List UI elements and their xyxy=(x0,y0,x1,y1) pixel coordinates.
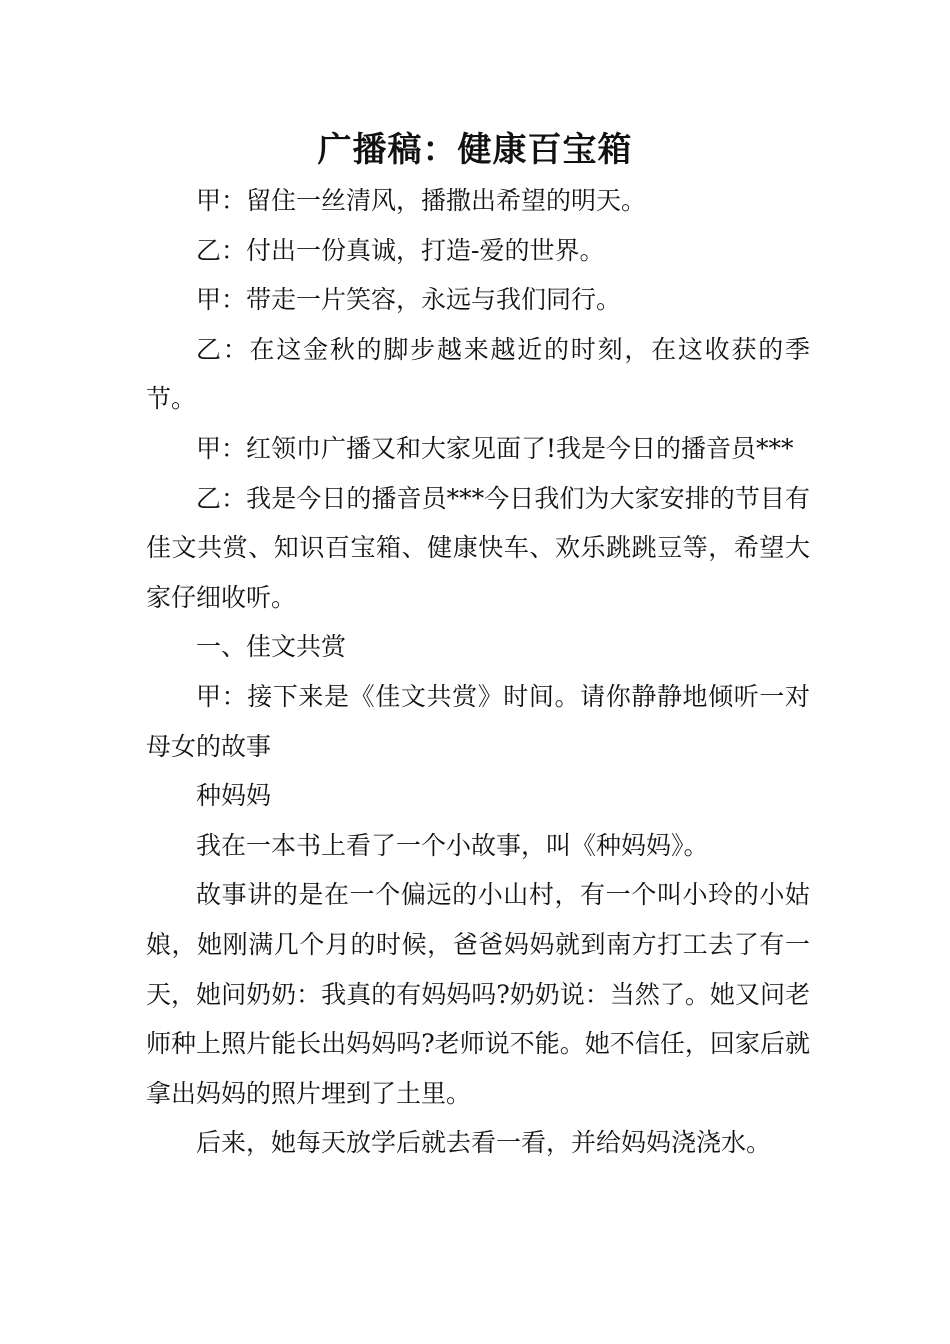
paragraph-12: 后来，她每天放学后就去看一看，并给妈妈浇浇水。 xyxy=(196,1128,772,1158)
paragraph-5: 甲：红领巾广播又和大家见面了!我是今日的播音员*** xyxy=(196,433,794,463)
paragraph-1: 甲：留住一丝清风，播撒出希望的明天。 xyxy=(196,186,647,215)
paragraph-6: 乙：我是今日的播音员***今日我们为大家安排的节目有佳文共赏、知识百宝箱、健康快车、欢乐跳跳豆等，希望大家仔细收听。 xyxy=(146,483,810,612)
paragraph-8: 甲：接下来是《佳文共赏》时间。请你静静地倾听一对母女的故事 xyxy=(146,681,810,761)
document-title: 广播稿：健康百宝箱 xyxy=(317,130,633,170)
paragraph-4: 乙：在这金秋的脚步越来越近的时刻，在这收获的季节。 xyxy=(146,334,810,414)
paragraph-10: 我在一本书上看了一个小故事，叫《种妈妈》。 xyxy=(196,830,709,860)
paragraph-11: 故事讲的是在一个偏远的小山村，有一个叫小玲的小姑娘，她刚满几个月的时候，爸爸妈妈就到南方打工去了有一天，她问奶奶：我真的有妈妈吗?奶奶说：当然了。她又问老师种上照片能长出妈妈吗?老师说不能。她不信任，回家后就拿出妈妈的照片埋到了土里。 xyxy=(146,880,810,1108)
section-heading: 一、佳文共赏 xyxy=(196,632,347,662)
document-body xyxy=(146,176,810,1168)
paragraph-3: 甲：带走一片笑容，永远与我们同行。 xyxy=(196,285,622,315)
paragraph-2: 乙：付出一份真诚，打造-爱的世界。 xyxy=(196,235,605,265)
story-title: 种妈妈 xyxy=(196,781,272,811)
